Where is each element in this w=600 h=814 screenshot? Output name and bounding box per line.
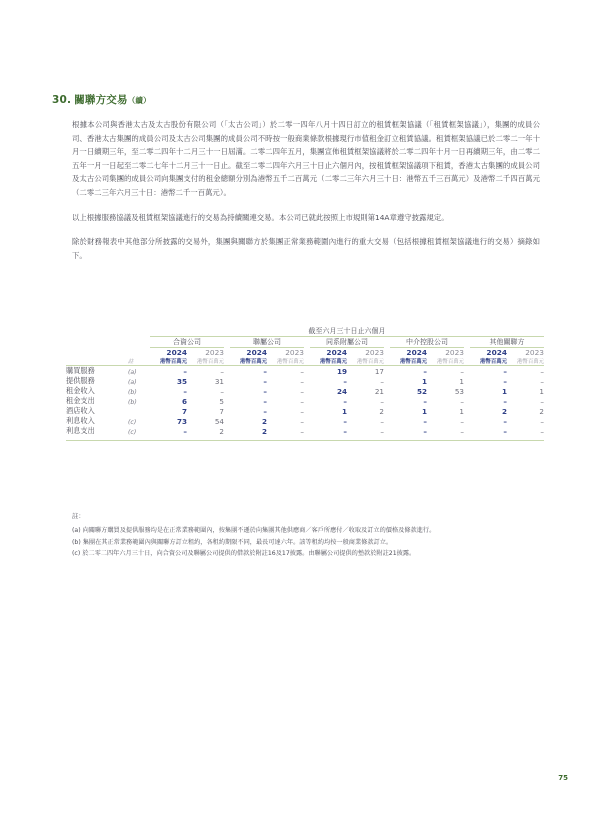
cell-value: –: [380, 427, 384, 436]
cell-value: –: [220, 367, 224, 376]
row-label: 租金收入: [66, 386, 95, 395]
cell-value: –: [183, 427, 187, 436]
cell-value: 7: [181, 407, 187, 416]
cell-value: –: [300, 367, 304, 376]
year-header-current-other: 2024: [486, 348, 507, 357]
unit-current-other: 港幣百萬元: [480, 359, 507, 365]
cell-value: 52: [416, 387, 427, 396]
cell-value: –: [220, 387, 224, 396]
body-text-column: [72, 118, 540, 273]
table-group-header-row: [66, 337, 544, 347]
cell-value: 17: [374, 367, 384, 376]
cell-value: 1: [459, 377, 464, 386]
cell-value: –: [460, 427, 464, 436]
cell-value: –: [380, 377, 384, 386]
cell-value: –: [263, 367, 267, 376]
row-note: (c): [128, 419, 137, 426]
cell-value: 1: [459, 407, 464, 416]
cell-value: 2: [219, 427, 224, 436]
cell-value: 1: [501, 387, 507, 396]
cell-value: 1: [341, 407, 347, 416]
year-header-current-interm: 2024: [406, 348, 427, 357]
cell-value: 1: [539, 387, 544, 396]
cell-value: –: [380, 397, 384, 406]
note-item-a: (a) 向關聯方購買及提供服務均是在正常業務範圍內，按集團不遜於向集團其他供應商／客戶所應付／收取及訂立的價格及條款進行。: [72, 527, 436, 534]
section-number: 30.: [52, 94, 72, 106]
section-title: 關聯方交易: [74, 94, 128, 106]
note-column-header: 註: [128, 359, 134, 365]
row-label: 提供服務: [66, 376, 95, 385]
row-label: 購買服務: [66, 366, 95, 375]
cell-value: –: [503, 417, 507, 426]
cell-value: 2: [501, 407, 507, 416]
cell-value: –: [540, 367, 544, 376]
cell-value: –: [503, 397, 507, 406]
cell-value: –: [540, 377, 544, 386]
cell-value: 2: [261, 427, 267, 436]
cell-value: –: [460, 397, 464, 406]
table-row: [66, 406, 544, 416]
unit-current-jv: 港幣百萬元: [160, 359, 187, 365]
note-item-b: (b) 集團在其正常業務範圍內與關聯方訂立租約，各租約期限不同，最長可達六年。該等租約均按一般商業條款訂立。: [72, 538, 393, 546]
cell-value: –: [423, 367, 427, 376]
year-header-current-assoc: 2024: [246, 348, 267, 357]
section-continued-marker: （續）: [127, 96, 151, 105]
row-note: (a): [128, 379, 137, 386]
cell-value: 1: [421, 407, 427, 416]
related-party-table-wrapper: [66, 326, 542, 441]
cell-value: –: [343, 377, 347, 386]
table-span-title-row: [66, 326, 544, 336]
cell-value: –: [503, 367, 507, 376]
unit-current-interm: 港幣百萬元: [400, 359, 427, 365]
cell-value: 24: [336, 387, 347, 396]
row-note: (c): [128, 429, 137, 436]
table-year-row: [66, 348, 544, 357]
cell-value: –: [183, 367, 187, 376]
row-note: (b): [128, 399, 137, 406]
unit-current-fellow: 港幣百萬元: [320, 359, 347, 365]
cell-value: 5: [219, 397, 224, 406]
cell-value: –: [300, 387, 304, 396]
year-header-current-fellow: 2024: [326, 348, 347, 357]
cell-value: 19: [336, 367, 347, 376]
cell-value: 73: [176, 417, 187, 426]
cell-value: –: [343, 397, 347, 406]
cell-value: 2: [379, 407, 384, 416]
table-row: [66, 376, 544, 386]
cell-value: 35: [176, 377, 187, 386]
row-label: 酒店收入: [66, 406, 95, 415]
unit-previous-other: 港幣百萬元: [517, 359, 544, 365]
group-header-other-related-parties: 其他關聯方: [489, 338, 525, 346]
row-note: (b): [128, 389, 137, 396]
cell-value: 54: [214, 417, 224, 426]
note-item-c: (c) 於二零二四年六月三十日，向合資公司及聯屬公司提供的借款於附註16及17披露。由聯屬公司提供的墊款於附註21披露。: [72, 550, 416, 557]
table-period-title: 截至六月三十日止六個月: [308, 327, 386, 335]
cell-value: –: [540, 427, 544, 436]
cell-value: –: [300, 377, 304, 386]
cell-value: –: [503, 427, 507, 436]
cell-value: –: [343, 427, 347, 436]
unit-current-assoc: 港幣百萬元: [240, 359, 267, 365]
year-header-previous-jv: 2023: [205, 348, 224, 357]
paragraph-continuing-transactions: 以上根據服務協議及租賃框架協議進行的交易為持續關連交易。本公司已就此按照上市規則第14A章遵守披露規定。: [72, 212, 449, 222]
group-header-associates: 聯屬公司: [253, 338, 281, 346]
cell-value: –: [300, 397, 304, 406]
section-heading: [52, 92, 151, 107]
cell-value: –: [460, 417, 464, 426]
cell-value: –: [423, 427, 427, 436]
notes-section: [72, 511, 540, 560]
cell-value: –: [263, 387, 267, 396]
unit-previous-interm: 港幣百萬元: [437, 359, 464, 365]
cell-value: –: [300, 407, 304, 416]
table-row: [66, 366, 544, 376]
paragraph-material-transactions: 除於財務報表中其他部分所披露的交易外，集團與關聯方於集團正常業務範圍內進行的重大交易（包括根據租賃框架協議進行的交易）摘錄如下。: [72, 237, 540, 260]
cell-value: –: [183, 387, 187, 396]
group-header-fellow-subsidiaries: 同系附屬公司: [326, 338, 368, 346]
notes-title: 註：: [72, 512, 85, 520]
cell-value: 6: [181, 397, 187, 406]
row-label: 租金支出: [66, 396, 95, 405]
year-header-previous-interm: 2023: [445, 348, 464, 357]
cell-value: –: [263, 397, 267, 406]
cell-value: 31: [214, 377, 224, 386]
unit-previous-fellow: 港幣百萬元: [357, 359, 384, 365]
group-header-intermediate-holding: 中介控股公司: [406, 338, 448, 346]
unit-previous-assoc: 港幣百萬元: [277, 359, 304, 365]
row-note: [128, 406, 150, 416]
year-header-previous-fellow: 2023: [365, 348, 384, 357]
cell-value: 2: [261, 417, 267, 426]
cell-value: –: [423, 417, 427, 426]
row-label: 利息支出: [66, 426, 95, 435]
year-header-current-jv: 2024: [166, 348, 187, 357]
cell-value: –: [540, 417, 544, 426]
unit-previous-jv: 港幣百萬元: [197, 359, 224, 365]
year-header-previous-assoc: 2023: [285, 348, 304, 357]
cell-value: –: [423, 397, 427, 406]
cell-value: –: [343, 417, 347, 426]
table-bottom-rule-row: [66, 440, 544, 441]
cell-value: 53: [454, 387, 464, 396]
group-header-joint-ventures: 合資公司: [173, 338, 201, 346]
table-row: [66, 416, 544, 426]
cell-value: –: [380, 417, 384, 426]
cell-value: –: [263, 377, 267, 386]
page-number: 75: [558, 774, 568, 782]
row-note: (a): [128, 369, 137, 376]
table-row: [66, 386, 544, 396]
cell-value: –: [300, 427, 304, 436]
table-bottom-rule: [66, 440, 544, 441]
cell-value: –: [300, 417, 304, 426]
table-row: [66, 426, 544, 436]
cell-value: –: [503, 377, 507, 386]
cell-value: 21: [374, 387, 384, 396]
cell-value: –: [263, 407, 267, 416]
cell-value: 1: [421, 377, 427, 386]
year-header-previous-other: 2023: [525, 348, 544, 357]
paragraph-lease-framework: 根據本公司與香港太古及太古股份有限公司（「太古公司」）於二零一四年八月十四日訂立的租賃框架協議（「租賃框架協議」），集團的成員公司、香港太古集團的成員公司及太古公司集團的成員公司不時按一般商業條款根據現行市值租金訂立租賃協議。租賃框架協議已於二零二一年十月一日續期三年，至二零二四年十二月三十一日屆滿。二零二四年五月，集團宣佈租賃框架協議將於二零二四年十月一日再續期三年，由二零二五年一月一日起至二零二七年十二月三十一日止。截至二零二四年六月三十日止六個月內，按租賃框架協議項下租賃，香港太古集團的成員公司及太古公司集團的成員公司向集團支付的租金總額分別為港幣五千二百萬元（二零二三年六月三十日：港幣五千三百萬元）及港幣二千四百萬元（二零二三年六月三十日：港幣二千一百萬元）。: [72, 120, 540, 197]
table-row: [66, 396, 544, 406]
cell-value: 7: [219, 407, 224, 416]
table-unit-row: [66, 357, 544, 365]
row-label: 利息收入: [66, 416, 95, 425]
cell-value: –: [460, 367, 464, 376]
related-party-transactions-table: [66, 326, 544, 441]
cell-value: –: [540, 397, 544, 406]
cell-value: 2: [539, 407, 544, 416]
